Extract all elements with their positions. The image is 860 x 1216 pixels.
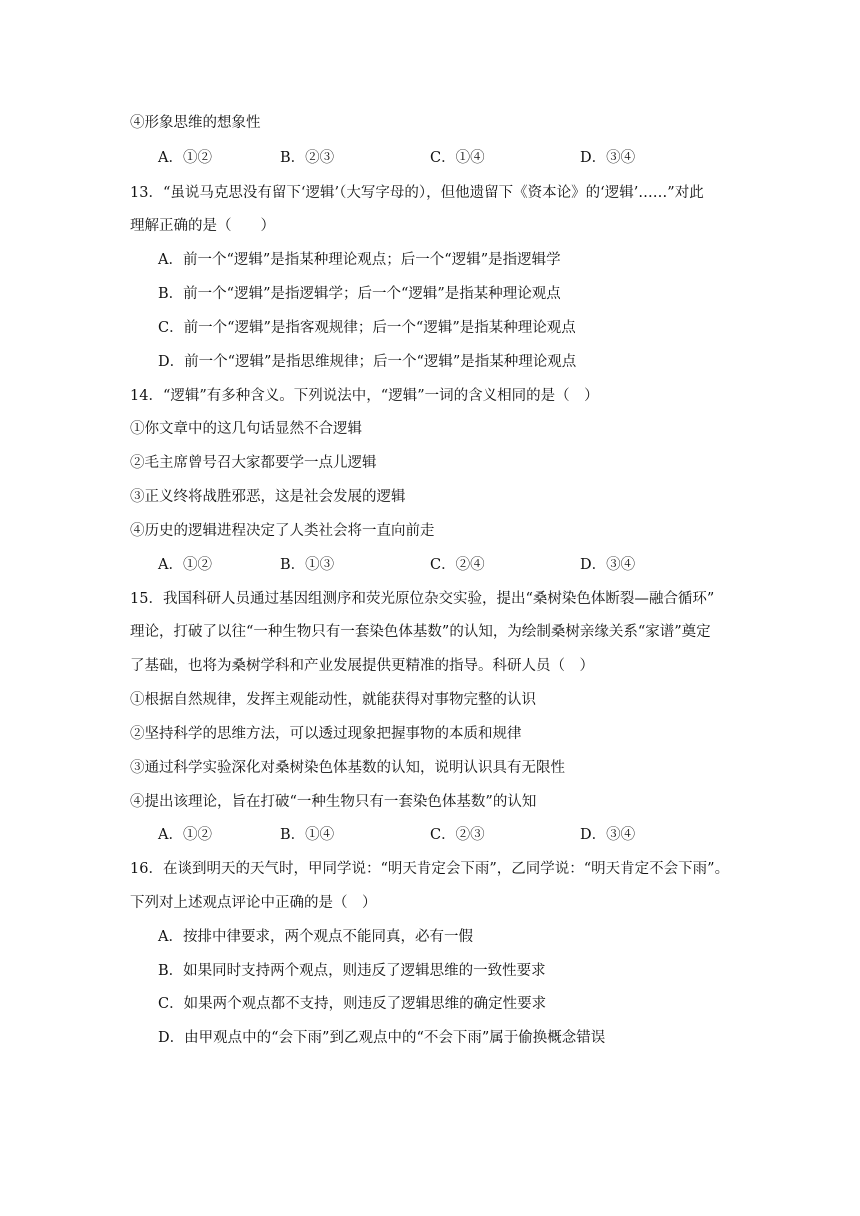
q15-stem-line3: 了基础，也将为桑树学科和产业发展提供更精准的指导。科研人员（ ）	[130, 658, 594, 674]
q15-item-1: ①根据自然规律，发挥主观能动性，就能获得对事物完整的认识	[130, 692, 536, 708]
q13-stem-line1: 13．“虽说马克思没有留下‘逻辑’（大写字母的），但他遗留下《资本论》的‘逻辑’……”对此	[130, 185, 704, 201]
q14-option-b: B．①③	[280, 557, 335, 573]
q16-stem-line1: 16．在谈到明天的天气时，甲同学说：“明天肯定会下雨”，乙同学说：“明天肯定不会下雨”。	[130, 861, 730, 877]
q12-item-4: ④形象思维的想象性	[130, 115, 261, 131]
q15-option-d: D．③④	[580, 827, 636, 843]
q16-option-c: C．如果两个观点都不支持，则违反了逻辑思维的确定性要求	[158, 996, 547, 1012]
q16-option-d: D．由甲观点中的“会下雨”到乙观点中的“不会下雨”属于偷换概念错误	[158, 1030, 606, 1046]
q15-stem-line1: 15．我国科研人员通过基因组测序和荧光原位杂交实验，提出“桑树染色体断裂—融合循环”	[130, 591, 715, 607]
q15-stem-line2: 理论，打破了以往“一种生物只有一套染色体基数”的认知，为绘制桑树亲缘关系“家谱”奠定	[130, 624, 711, 640]
q15-option-a: A．①②	[158, 827, 212, 843]
q14-option-d: D．③④	[580, 557, 636, 573]
q13-option-d: D．前一个“逻辑”是指思维规律；后一个“逻辑”是指某种理论观点	[158, 354, 577, 370]
q14-item-4: ④历史的逻辑进程决定了人类社会将一直向前走	[130, 523, 435, 539]
q16-option-a: A．按排中律要求，两个观点不能同真，必有一假	[158, 929, 473, 945]
q15-option-b: B．①④	[280, 827, 335, 843]
q13-stem-line2: 理解正确的是（ ）	[130, 218, 275, 234]
q16-option-b: B．如果同时支持两个观点，则违反了逻辑思维的一致性要求	[158, 963, 546, 979]
q12-option-c: C．①④	[430, 150, 485, 166]
q15-item-2: ②坚持科学的思维方法，可以透过现象把握事物的本质和规律	[130, 726, 522, 742]
q14-item-2: ②毛主席曾号召大家都要学一点儿逻辑	[130, 455, 377, 471]
q16-stem-line2: 下列对上述观点评论中正确的是（ ）	[130, 895, 377, 911]
q14-item-1: ①你文章中的这几句话显然不合逻辑	[130, 421, 362, 437]
q12-option-a: A．①②	[158, 150, 212, 166]
q13-option-b: B．前一个“逻辑”是指逻辑学；后一个“逻辑”是指某种理论观点	[158, 286, 561, 302]
q12-option-d: D．③④	[580, 150, 636, 166]
q13-option-c: C．前一个“逻辑”是指客观规律；后一个“逻辑”是指某种理论观点	[158, 320, 576, 336]
q14-option-c: C．②④	[430, 557, 485, 573]
q14-option-a: A．①②	[158, 557, 212, 573]
q13-option-a: A．前一个“逻辑”是指某种理论观点；后一个“逻辑”是指逻辑学	[158, 252, 561, 268]
q12-option-b: B．②③	[280, 150, 335, 166]
q14-stem: 14．“逻辑”有多种含义。下列说法中，“逻辑”一词的含义相同的是（ ）	[130, 388, 599, 404]
q15-option-c: C．②③	[430, 827, 485, 843]
q15-item-3: ③通过科学实验深化对桑树染色体基数的认知，说明认识具有无限性	[130, 760, 565, 776]
q15-item-4: ④提出该理论，旨在打破“一种生物只有一套染色体基数”的认知	[130, 794, 537, 810]
q14-item-3: ③正义终将战胜邪恶，这是社会发展的逻辑	[130, 489, 406, 505]
